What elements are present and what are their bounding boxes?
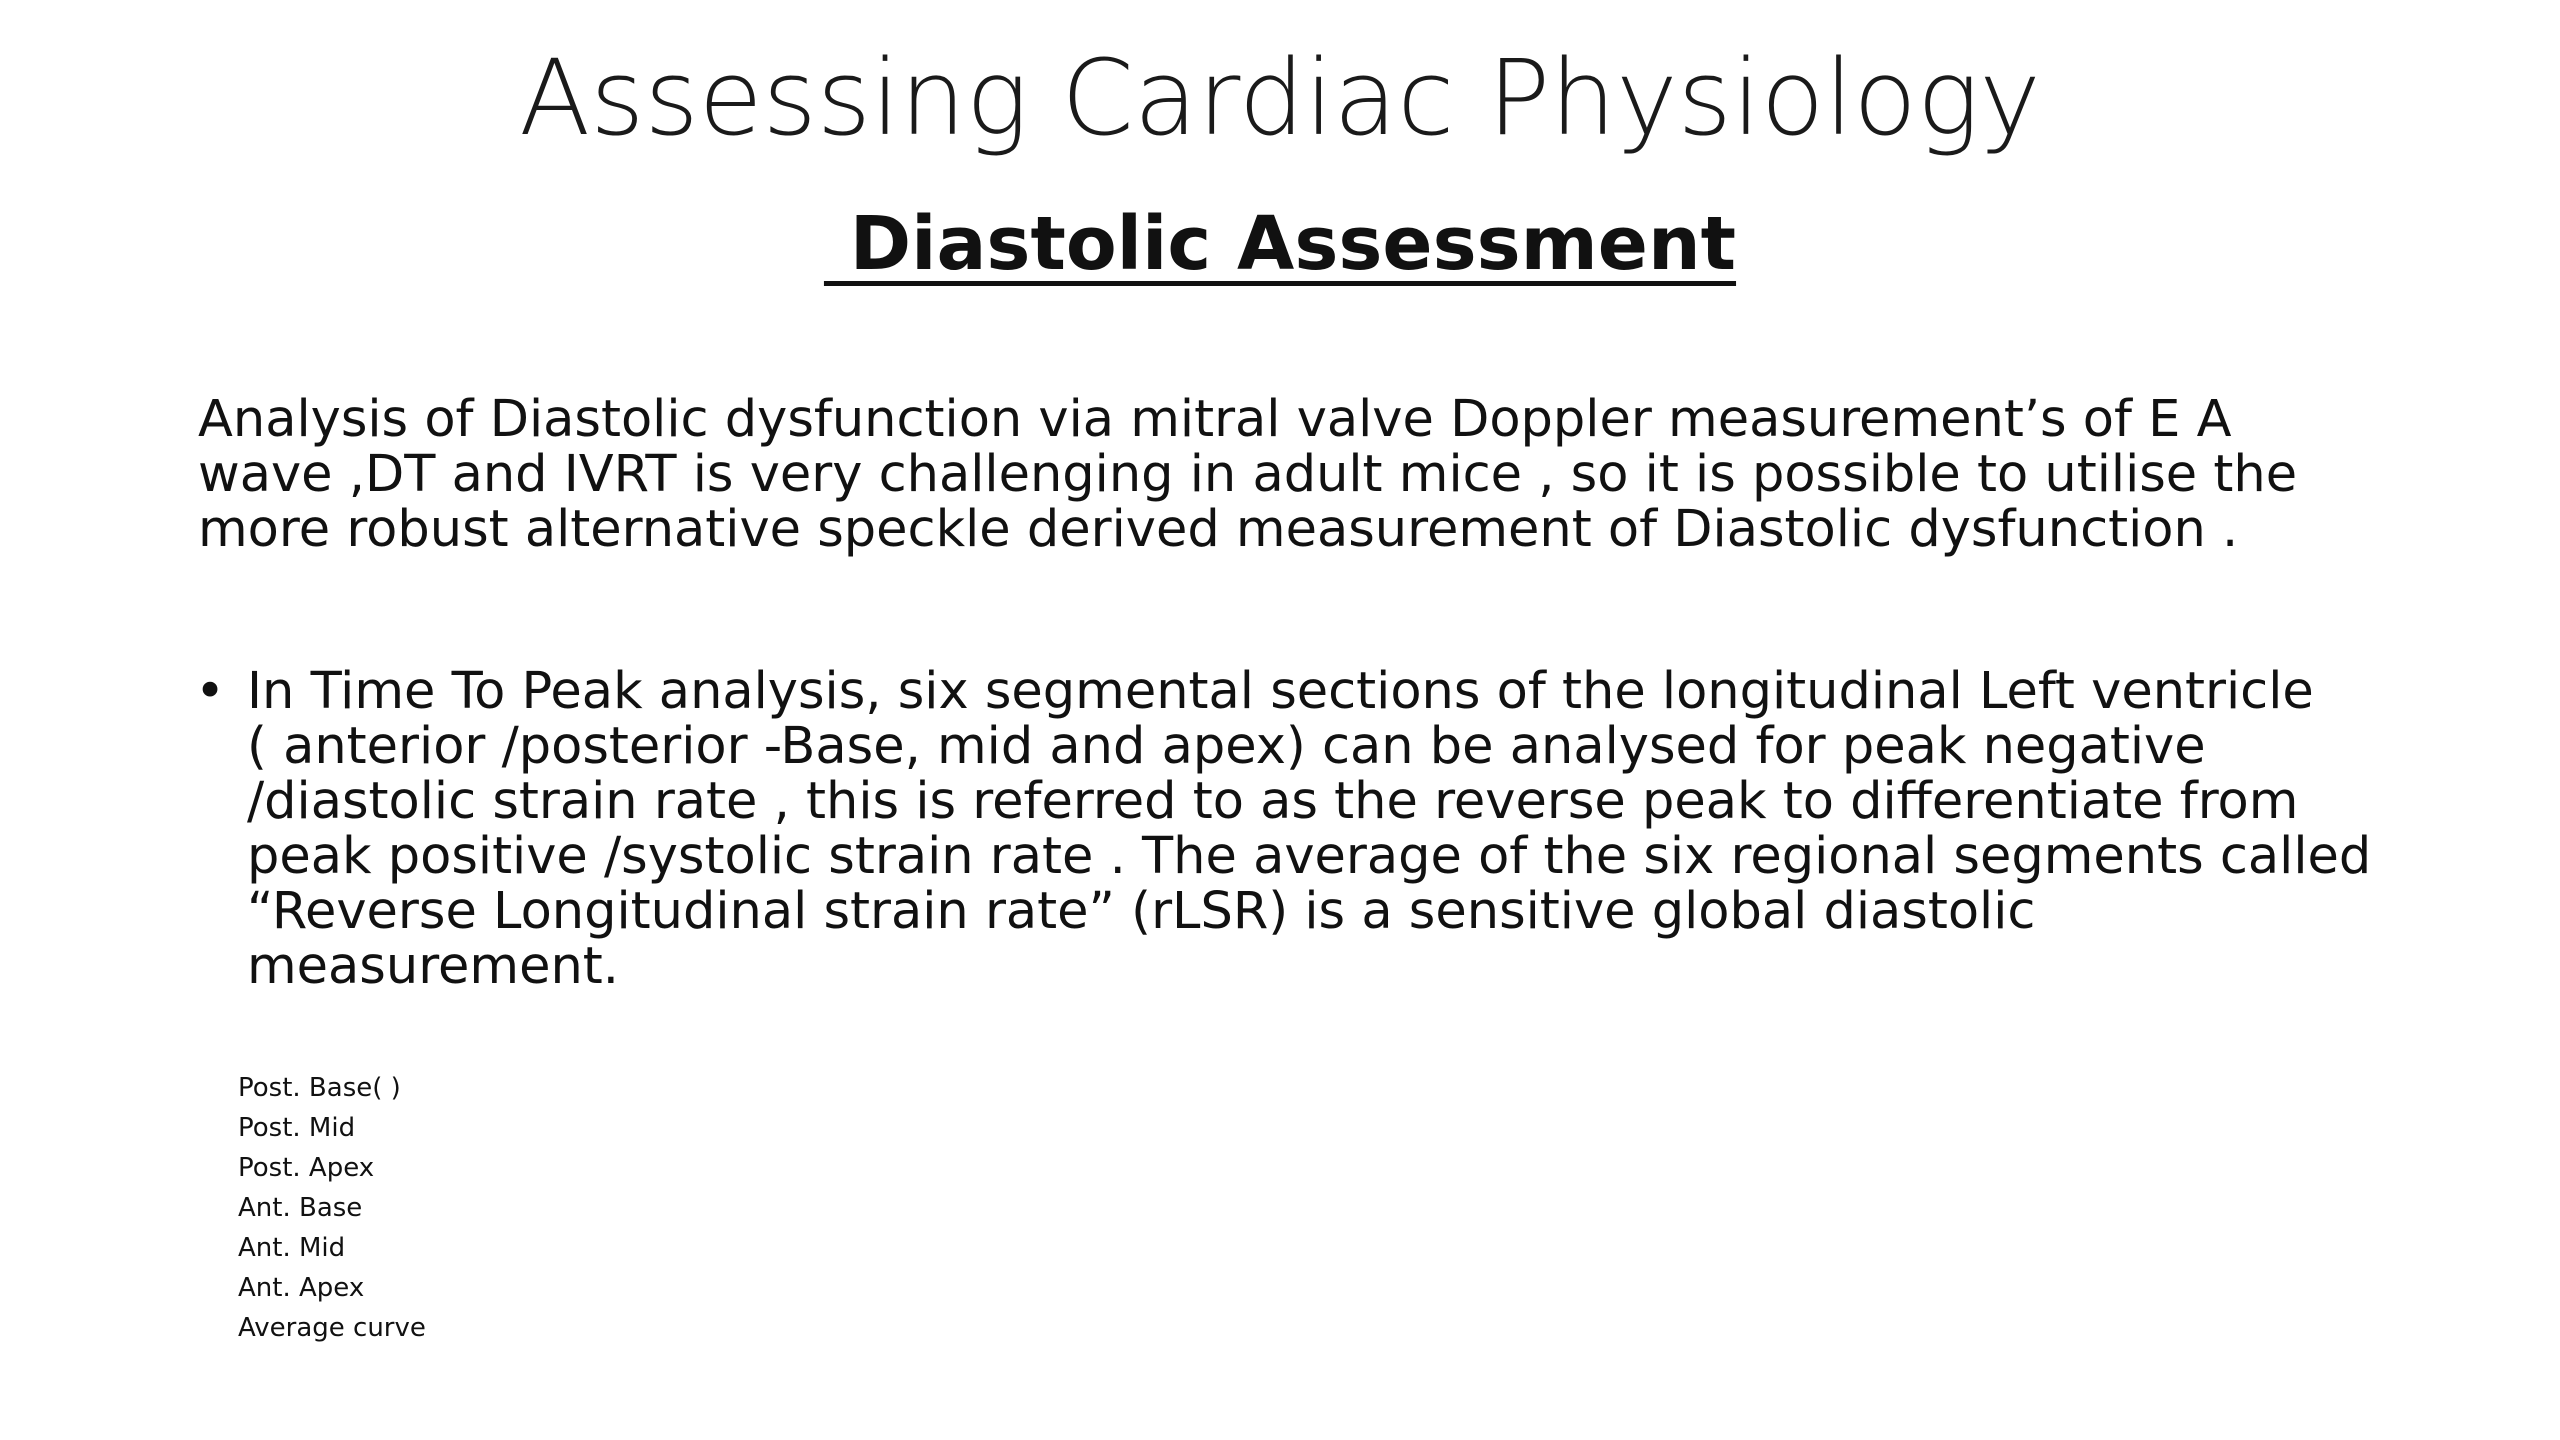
bullet-text: In Time To Peak analysis, six segmental sections of the longitudinal Left ventricle ( anterior /posterior -Base, mid and apex) can be analysed for peak negative /diastolic strain rate , this is referred to as the reverse peak to differentiate from peak positive /systolic strain rate . The average of the six regional segments called “Reverse Longitudinal strain rate” (rLSR) is a sensitive global diastolic measurement. <box>247 662 2372 996</box>
legend-item-post-mid: Post. Mid <box>238 1113 356 1143</box>
legend-item-post-base: Post. Base( ) <box>238 1073 401 1103</box>
slide-title: Assessing Cardiac Physiology <box>519 37 2041 159</box>
segment-legend <box>238 1068 426 1348</box>
bullet-marker: • <box>195 662 226 721</box>
legend-item-ant-base: Ant. Base <box>238 1193 363 1223</box>
intro-paragraph: Analysis of Diastolic dysfunction via mitral valve Doppler measurement’s of E A wave ,DT and IVRT is very challenging in adult mice , so it is possible to utilise the more robust alternative speckle derived measurement of Diastolic dysfunction . <box>198 390 2298 559</box>
legend-item-ant-apex: Ant. Apex <box>238 1273 365 1303</box>
legend-item-post-apex: Post. Apex <box>238 1153 375 1183</box>
slide-subtitle: Diastolic Assessment <box>823 201 1737 287</box>
legend-item-ant-mid: Ant. Mid <box>238 1233 346 1263</box>
legend-item-average-curve: Average curve <box>238 1313 426 1343</box>
subtitle-container <box>0 198 2560 290</box>
